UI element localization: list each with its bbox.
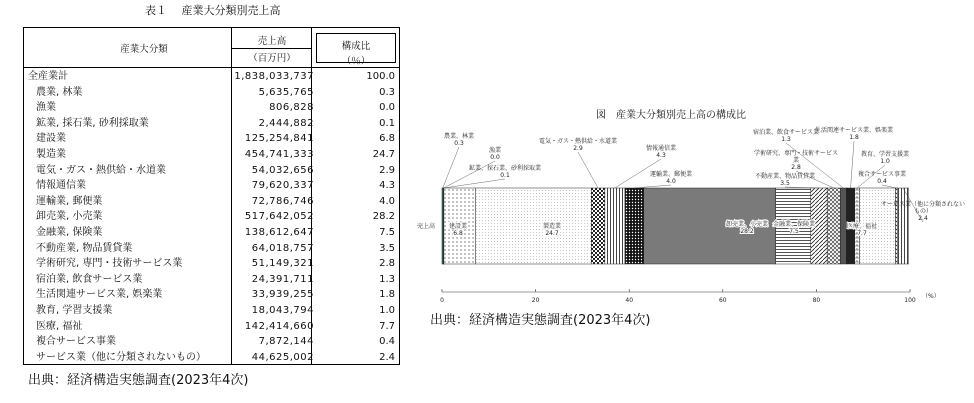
row-share: 100.0 (366, 71, 395, 82)
row-category: 卸売業, 小売業 (36, 211, 103, 223)
table-row (24, 303, 399, 319)
leader-line (634, 185, 671, 188)
segment-value-label: 3.5 (780, 180, 790, 187)
row-sales: 79,620,337 (251, 180, 314, 192)
bar-segment (625, 188, 644, 264)
row-sales: 64,018,757 (251, 242, 314, 254)
row-label: 売上高 (417, 223, 436, 230)
table-row (24, 131, 399, 147)
row-sales: 454,741,333 (244, 149, 314, 160)
tick-label: 100 (904, 297, 916, 304)
table-row (24, 69, 399, 85)
bar-segment (895, 188, 897, 264)
segment-name-label: 卸売業、小売業 (725, 221, 769, 228)
row-sales: 2,444,882 (258, 117, 314, 129)
table-row (24, 350, 399, 366)
bar-group (442, 188, 909, 264)
row-sales: 54,032,656 (251, 164, 314, 176)
segment-value-label: 28.2 (740, 228, 754, 235)
row-category: 電気・ガス・熱供給・水道業 (36, 164, 166, 176)
row-sales: 1,838,033,737 (234, 71, 314, 82)
table-row (24, 241, 399, 257)
row-category: 生活関連サービス業, 娯楽業 (36, 289, 163, 301)
row-share: 0.0 (379, 102, 395, 114)
row-category: 漁業 (36, 102, 56, 114)
table-row (24, 194, 399, 210)
row-share: 2.8 (379, 258, 395, 270)
segment-name-label: 複合サービス事業 (857, 171, 907, 178)
row-category: 鉱業, 採石業, 砂利採取業 (36, 117, 149, 129)
bar-segment (476, 188, 592, 264)
table-row (24, 163, 399, 179)
row-category: 全産業計 (28, 71, 68, 82)
segment-value-label: 0.3 (454, 140, 464, 147)
segment-name-label: 金融業、保険業 (772, 221, 816, 228)
share-unit-box (316, 33, 396, 63)
row-share: 0.3 (379, 86, 395, 98)
row-category: 製造業 (36, 149, 66, 160)
leader-line (578, 152, 598, 188)
row-share: 1.8 (379, 289, 395, 301)
tick-label: 0 (440, 297, 444, 304)
segment-name-label: 電気・ガス・熱供給・水道業 (538, 138, 618, 145)
table-row (24, 116, 399, 132)
segment-value-label: 0.0 (490, 154, 500, 161)
row-share: 0.4 (379, 336, 395, 348)
segment-name-label: 運輸業、郵便業 (649, 171, 693, 178)
row-category: 医療, 福祉 (36, 320, 83, 332)
row-share: 2.4 (379, 351, 395, 363)
segment-value-label: 1.3 (781, 136, 791, 143)
table-row (24, 178, 399, 194)
row-share: 6.8 (379, 133, 395, 145)
header-rule (24, 67, 399, 68)
bar-segment (605, 188, 625, 264)
segment-name-label: 宿泊業、飲食サービス業 (752, 129, 820, 136)
row-sales: 517,642,052 (244, 211, 314, 223)
table-row (24, 319, 399, 335)
segment-name-label: 学術研究、専門・技術サービス (753, 150, 839, 157)
row-category: 宿泊業, 飲食サービス業 (36, 273, 143, 285)
row-category: 学術研究, 専門・技術サービス業 (36, 258, 183, 270)
row-category: 運輸業, 郵便業 (36, 195, 103, 207)
row-sales: 33,939,255 (251, 289, 314, 301)
tick-label: 20 (531, 297, 540, 304)
leader-line (444, 179, 505, 188)
row-category: 金融業, 保険業 (36, 227, 103, 238)
table-row (24, 272, 399, 288)
row-sales: 5,635,765 (258, 86, 314, 98)
leader-line (851, 141, 854, 188)
row-sales: 72,786,746 (251, 195, 314, 207)
row-category: 情報通信業 (36, 180, 86, 192)
sales-unit-rule (231, 48, 311, 49)
row-sales: 51,149,321 (251, 258, 314, 270)
row-sales: 138,612,647 (244, 227, 314, 238)
segment-value-label: 2.4 (918, 215, 928, 222)
segment-name-label: 製造業 (542, 223, 562, 230)
segment-value-label: 6.8 (453, 230, 463, 237)
table-row (24, 334, 399, 350)
row-share: 4.3 (379, 180, 395, 192)
source-note: 出典：経済構造実態調査(2023年4次) (28, 373, 249, 388)
chart-source-note: 出典：経済構造実態調査(2023年4次) (430, 313, 651, 328)
segment-name-label: サービス業（他に分類されない (880, 201, 965, 208)
segment-name-label: 不動産業、物品賃貸業 (754, 173, 816, 180)
table-title: 表１ 産業大分類別売上高 (145, 4, 281, 17)
bar-segment (840, 188, 846, 264)
header-category: 産業大分類 (120, 44, 168, 55)
row-sales: 125,254,841 (244, 133, 314, 145)
row-sales: 7,872,144 (258, 336, 314, 348)
segment-value-label: 0.4 (877, 178, 887, 185)
segment-value-label: 1.8 (849, 134, 859, 141)
tick-label: 40 (625, 297, 634, 304)
row-sales: 24,391,711 (251, 273, 314, 285)
segment-name-label: 医療、福祉 (846, 223, 878, 230)
tick-label: 60 (718, 297, 727, 304)
row-category: サービス業（他に分類されないもの） (36, 351, 206, 363)
segment-value-label: 24.7 (545, 230, 559, 237)
row-share: 28.2 (372, 211, 395, 223)
segment-value-label: 7.5 (789, 228, 799, 235)
table-row (24, 147, 399, 163)
leader-line (443, 147, 459, 188)
bar-segment (827, 188, 840, 264)
stacked-bar-chart (415, 120, 965, 305)
row-sales: 142,414,660 (244, 320, 314, 332)
row-category: 建設業 (36, 133, 66, 145)
row-share: 1.3 (379, 273, 395, 285)
bar-segment (897, 188, 908, 264)
row-share: 1.0 (379, 305, 395, 316)
row-sales: 44,625,002 (251, 351, 314, 363)
segment-value-label: 7.7 (857, 230, 867, 237)
row-share: 0.1 (379, 117, 395, 129)
segment-name-label: 漁業 (488, 147, 502, 154)
segment-name-label: 情報通信業 (645, 145, 677, 152)
segment-value-label: 4.3 (656, 152, 666, 159)
chart-title: 図 産業大分類別売上高の構成比 (596, 110, 746, 121)
tick-label: 80 (812, 297, 821, 304)
bar-segment (591, 188, 605, 264)
header-share: 構成比 (341, 41, 371, 52)
row-share: 7.5 (379, 227, 395, 238)
table-row (24, 85, 399, 101)
table-row (24, 225, 399, 241)
segment-name-label: 教育、学習支援業 (860, 151, 910, 158)
table-row (24, 287, 399, 303)
segment-value-label: 0.1 (500, 172, 510, 179)
axis-unit: （%） (922, 293, 940, 300)
row-share: 24.7 (372, 149, 395, 160)
row-category: 農業, 林業 (36, 86, 83, 98)
segment-name-label: 業 (792, 157, 800, 164)
table-row (24, 100, 399, 116)
row-sales: 18,043,794 (251, 305, 314, 316)
table-row (24, 256, 399, 272)
row-category: 不動産業, 物品賃貸業 (36, 242, 133, 254)
segment-value-label: 1.0 (880, 158, 890, 165)
sales-table (23, 27, 400, 365)
leader-line (882, 185, 896, 188)
header-share-unit: （％） (341, 56, 371, 67)
row-category: 教育, 学習支援業 (36, 305, 113, 316)
row-sales: 806,828 (269, 102, 314, 114)
segment-name-label: もの） (913, 208, 933, 215)
x-axis (440, 289, 940, 304)
segment-name-label: 鉱業、採石業、砂利採取業 (468, 165, 542, 172)
segment-value-label: 2.9 (573, 145, 583, 152)
header-sales: 売上高 (257, 36, 287, 47)
row-share: 4.0 (379, 195, 395, 207)
table-row (24, 209, 399, 225)
row-share: 7.7 (379, 320, 395, 332)
segment-name-label: 建設業 (448, 223, 468, 230)
segment-name-label: 生活関連サービス業、娯楽業 (814, 127, 894, 134)
segment-value-label: 2.8 (791, 164, 801, 171)
segment-name-label: 農業、林業 (443, 133, 475, 140)
row-category: 複合サービス事業 (36, 336, 116, 348)
header-sales-unit: （百万円） (248, 53, 296, 64)
row-share: 2.9 (379, 164, 395, 176)
segment-value-label: 4.0 (666, 178, 676, 185)
row-share: 3.5 (379, 242, 395, 254)
